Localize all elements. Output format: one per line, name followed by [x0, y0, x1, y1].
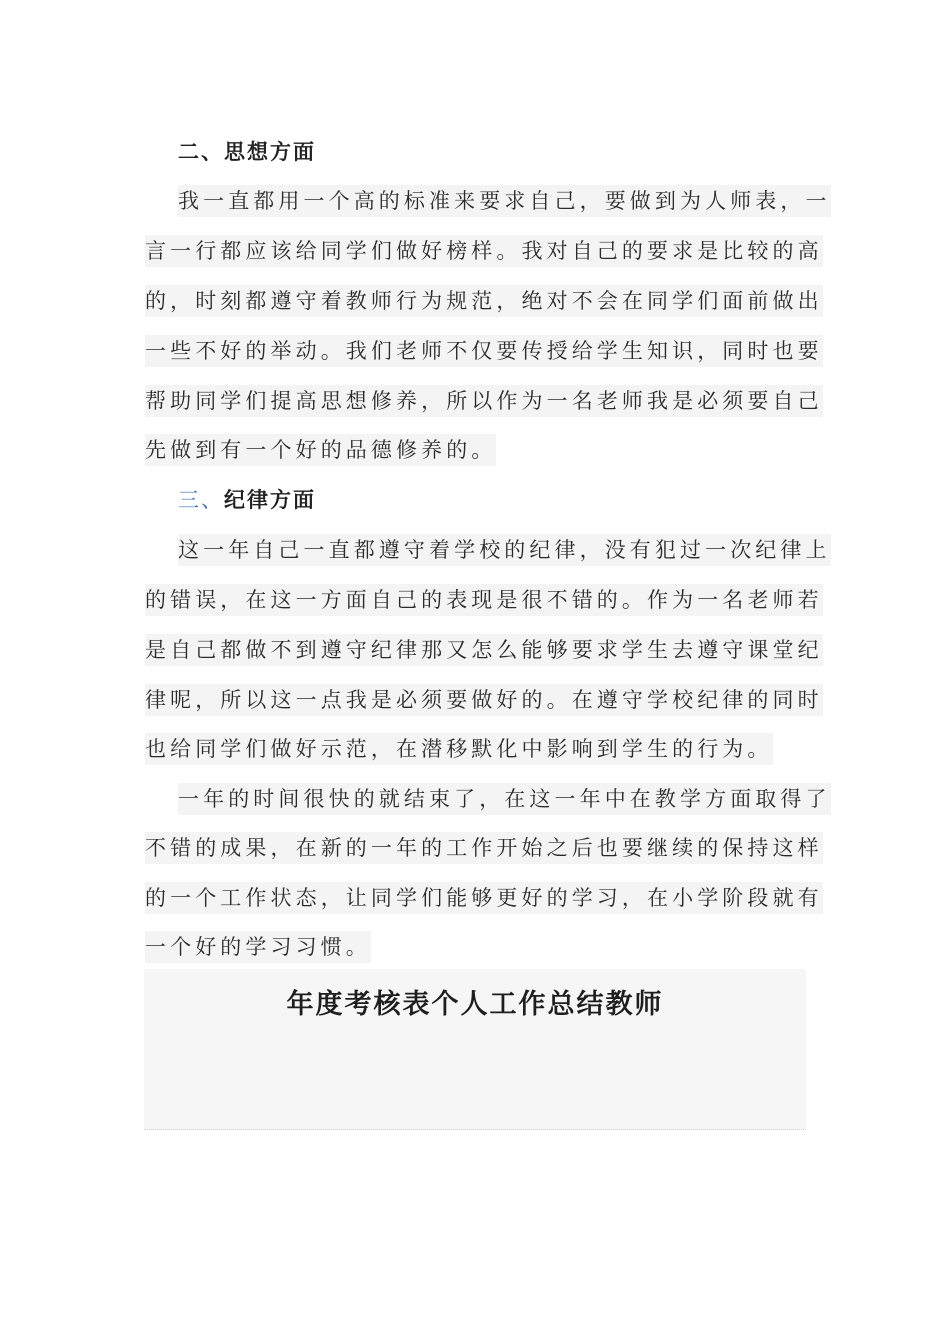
paragraph-line: 一年的时间很快的就结束了，在这一年中在教学方面取得了	[178, 783, 831, 815]
document-title: 年度考核表个人工作总结教师	[286, 989, 664, 1020]
section-title: 纪律方面	[224, 487, 316, 512]
section-heading-thought	[178, 137, 316, 167]
paragraph-line: 这一年自己一直都遵守着学校的纪律，没有犯过一次纪律上	[178, 534, 831, 566]
paragraph-line: 也给同学们做好示范，在潜移默化中影响到学生的行为。	[145, 733, 773, 765]
paragraph-line: 的，时刻都遵守着教师行为规范，绝对不会在同学们面前做出	[145, 285, 823, 317]
section-number: 二、	[178, 139, 224, 164]
section-number: 三、	[178, 488, 224, 512]
paragraph-line: 律呢，所以这一点我是必须要做好的。在遵守学校纪律的同时	[145, 684, 823, 716]
section-heading-discipline	[178, 485, 316, 515]
paragraph-line: 一些不好的举动。我们老师不仅要传授给学生知识，同时也要	[145, 335, 823, 367]
paragraph-line: 言一行都应该给同学们做好榜样。我对自己的要求是比较的高	[145, 235, 823, 267]
paragraph-line: 先做到有一个好的品德修养的。	[145, 434, 496, 466]
paragraph-line: 一个好的学习习惯。	[145, 931, 371, 963]
paragraph-line: 不错的成果，在新的一年的工作开始之后也要继续的保持这样	[145, 832, 823, 864]
title-box	[144, 969, 806, 1130]
paragraph-line: 我一直都用一个高的标准来要求自己，要做到为人师表，一	[178, 185, 831, 217]
paragraph-line: 帮助同学们提高思想修养，所以作为一名老师我是必须要自己	[145, 385, 823, 417]
paragraph-line: 的错误，在这一方面自己的表现是很不错的。作为一名老师若	[145, 584, 823, 616]
section-title: 思想方面	[224, 139, 316, 164]
paragraph-line: 的一个工作状态，让同学们能够更好的学习，在小学阶段就有	[145, 882, 823, 914]
paragraph-line: 是自己都做不到遵守纪律那又怎么能够要求学生去遵守课堂纪	[145, 634, 823, 666]
